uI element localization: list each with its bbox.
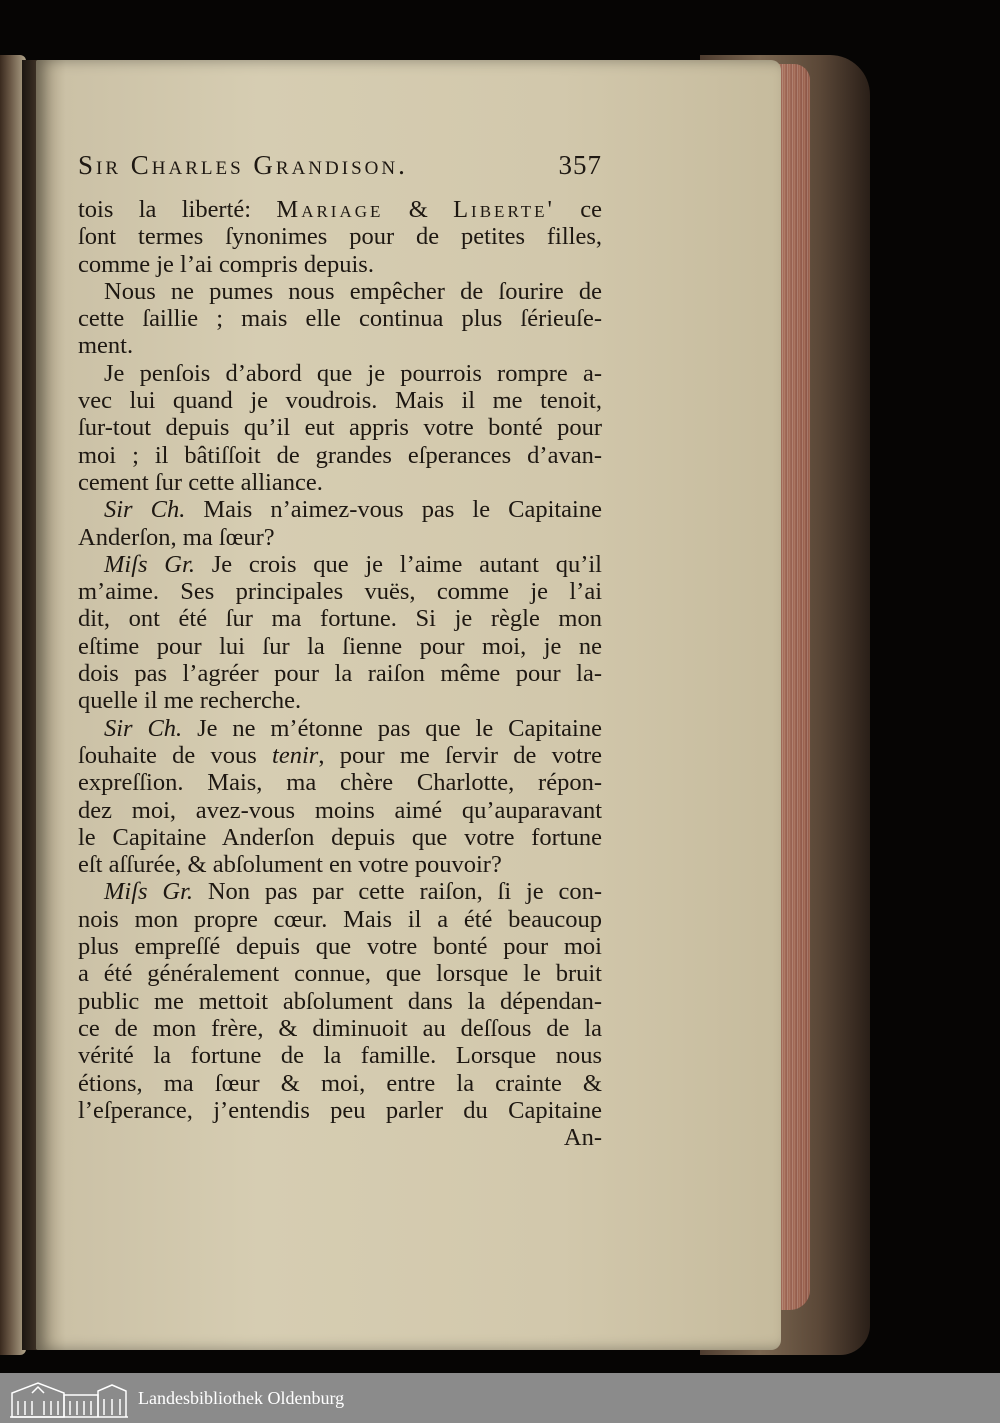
library-building-logo-icon xyxy=(8,1377,130,1419)
emphasized-word: tenir xyxy=(272,741,319,769)
line-text: dez moi, avez-vous moins aimé qu’auparavant xyxy=(78,796,602,824)
text-line xyxy=(78,933,602,960)
line-text: m’aime. Ses principales vuës, comme je l’ai xyxy=(78,578,602,606)
text-line xyxy=(78,769,602,796)
speaker-name: Miſs Gr. xyxy=(104,878,194,906)
line-text: a été généralement connue, que lorsque le bruit xyxy=(78,960,602,988)
text-line xyxy=(78,1070,602,1097)
catchword: An- xyxy=(563,1124,602,1152)
text-line xyxy=(78,223,602,250)
line-text: dit, ont été ſur ma fortune. Si je règle mon xyxy=(78,605,602,633)
body-text xyxy=(78,196,602,1124)
footer-bar xyxy=(0,1373,1000,1423)
text-line xyxy=(78,278,602,305)
text-line xyxy=(78,742,602,769)
text-line xyxy=(78,633,602,660)
line-text: quelle il me recherche. xyxy=(78,687,302,715)
line-text: , pour me ſervir de votre xyxy=(318,741,603,769)
page-number: 357 xyxy=(558,150,602,180)
small-caps-word: Liberte' xyxy=(453,196,555,223)
text-line xyxy=(78,360,602,387)
speaker-name: Sir Ch. xyxy=(104,496,186,524)
running-head-title: Sir Charles Grandison. xyxy=(78,150,408,180)
text-line xyxy=(78,605,602,632)
line-text: plus empreſſé depuis que votre bonté pour moi xyxy=(78,933,602,961)
text-line xyxy=(78,960,602,987)
line-text: vérité la fortune de la famille. Lorsque nous xyxy=(78,1042,602,1070)
line-text: cette ſaillie ; mais elle continua plus ſérieuſe- xyxy=(78,305,602,333)
line-text: public me mettoit abſolument dans la dépendan- xyxy=(78,987,602,1015)
text-line xyxy=(78,196,602,223)
text-line xyxy=(78,878,602,905)
line-text: ſur-tout depuis qu’il eut appris votre bonté pour xyxy=(78,414,602,442)
text-line xyxy=(78,414,602,441)
text-line xyxy=(78,305,602,332)
line-text: eſtime pour lui ſur la ſienne pour moi, je ne xyxy=(78,632,602,660)
line-text: expreſſion. Mais, ma chère Charlotte, répon- xyxy=(78,769,602,797)
line-text: nois mon propre cœur. Mais il a été beaucoup xyxy=(78,905,602,933)
line-text: ce de mon frère, & diminuoit au deſſous de la xyxy=(78,1014,602,1042)
line-text: tois la liberté: xyxy=(78,196,277,223)
line-text: l’eſperance, j’entendis peu parler du Capitaine xyxy=(78,1096,602,1124)
text-line xyxy=(78,687,602,714)
line-text: Nous ne pumes nous empêcher de ſourire de xyxy=(104,277,602,305)
text-line xyxy=(78,1015,602,1042)
text-line xyxy=(78,442,602,469)
line-text: Anderſon, ma ſœur? xyxy=(78,523,275,551)
text-line xyxy=(78,524,602,551)
text-line xyxy=(78,660,602,687)
page-text xyxy=(78,150,602,1151)
speaker-name: Sir Ch. xyxy=(104,714,183,742)
text-line xyxy=(78,469,602,496)
small-caps-word: Mariage xyxy=(276,196,384,223)
line-text: dois pas l’agréer pour la raiſon même pour la- xyxy=(78,660,602,688)
running-head xyxy=(78,150,602,196)
text-line xyxy=(78,496,602,523)
line-text: le Capitaine Anderſon depuis que votre fortune xyxy=(78,823,602,851)
text-line xyxy=(78,578,602,605)
speaker-name: Miſs Gr. xyxy=(104,550,195,578)
text-line xyxy=(78,797,602,824)
line-text: ſont termes ſynonimes pour de petites filles, xyxy=(78,223,602,251)
text-line xyxy=(78,332,602,359)
line-text: ment. xyxy=(78,332,134,360)
text-line xyxy=(78,387,602,414)
institution-name: Landesbibliothek Oldenburg xyxy=(138,1387,345,1408)
line-text: étions, ma ſœur & moi, entre la crainte & xyxy=(78,1069,602,1097)
text-line xyxy=(78,715,602,742)
line-text: ſouhaite de vous xyxy=(78,741,273,769)
line-text: & xyxy=(383,196,454,223)
text-line xyxy=(78,551,602,578)
text-line xyxy=(78,906,602,933)
line-text: cement ſur cette alliance. xyxy=(78,468,323,496)
line-text: Je ne m’étonne pas que le Capitaine xyxy=(182,714,602,742)
text-line xyxy=(78,1042,602,1069)
line-text: Mais n’aimez-vous pas le Capitaine xyxy=(185,496,602,524)
text-line xyxy=(78,824,602,851)
text-line xyxy=(78,251,602,278)
text-line xyxy=(78,1097,602,1124)
line-text: moi ; il bâtiſſoit de grandes eſperances d’avan- xyxy=(78,441,602,469)
line-text: ce xyxy=(554,196,603,223)
line-text: Je penſois d’abord que je pourrois rompre a- xyxy=(104,359,602,387)
text-line xyxy=(78,988,602,1015)
line-text: Non pas par cette raiſon, ſi je con- xyxy=(193,878,602,906)
text-line xyxy=(78,851,602,878)
line-text: comme je l’ai compris depuis. xyxy=(78,250,374,278)
line-text: Je crois que je l’aime autant qu’il xyxy=(194,550,602,578)
line-text: eſt aſſurée, & abſolument en votre pouvoir? xyxy=(78,851,502,879)
line-text: vec lui quand je voudrois. Mais il me tenoit, xyxy=(78,387,602,415)
